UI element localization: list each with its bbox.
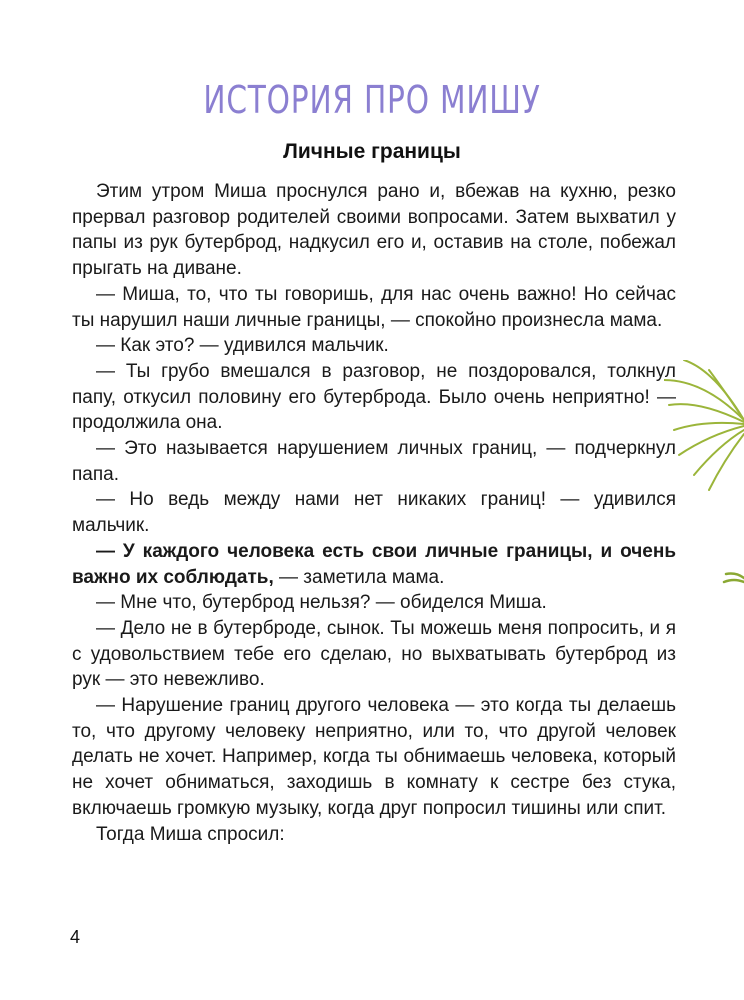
- emphasis-tail: — заметила мама.: [273, 566, 445, 588]
- paragraph: Этим утром Миша проснулся рано и, вбежав на кухню, резко прервал разговор родителей своими вопросами. Затем выхватил у папы из рук бутерброд, надкусил его и, оставив на столе, побежал прыгать на диване.: [72, 181, 676, 280]
- palm-leaf-icon: [664, 360, 744, 620]
- paragraph: — Но ведь между нами нет никаких границ! — удивился мальчик.: [72, 489, 676, 537]
- paragraph: — Мне что, бутерброд нельзя? — обиделся Миша.: [96, 592, 547, 614]
- paragraph: — Это называется нарушением личных границ, — подчеркнул папа.: [72, 438, 676, 485]
- paragraph: — Нарушение границ другого человека — это когда ты делаешь то, что другому человеку неприятно, или то, что другой человек делать не хочет. Например, когда ты обнимаешь человека, который не хочет обниматься, заходишь в комнату к сестре без стука, включаешь громкую музыку, когда друг попросил тишины или спит.: [72, 695, 676, 819]
- page-number: 4: [70, 927, 81, 947]
- paragraph: — Миша, то, что ты говоришь, для нас очень важно! Но сейчас ты нарушил наши личные границы, — спокойно произнесла мама.: [72, 283, 676, 331]
- page-title: ИСТОРИЯ ПРО МИШУ: [203, 78, 541, 122]
- story-text: [72, 179, 676, 847]
- paragraph: — Ты грубо вмешался в разговор, не поздоровался, толкнул папу, откусил половину его бутерброда. Было очень неприятно! — продолжила она.: [72, 360, 676, 434]
- paragraph: — Дело не в бутерброде, сынок. Ты можешь меня попросить, и я с удовольствием тебе его сделаю, но выхватывать бутерброд из рук — это невежливо.: [72, 617, 676, 691]
- paragraph: — Как это? — удивился мальчик.: [96, 335, 389, 357]
- section-subtitle: Личные границы: [283, 140, 461, 163]
- emphasis-text: — У каждого человека есть свои личные границы, и очень важно их соблюдать,: [72, 540, 676, 588]
- paragraph-emphasis: [72, 539, 676, 590]
- paragraph: Тогда Миша спросил:: [96, 823, 285, 845]
